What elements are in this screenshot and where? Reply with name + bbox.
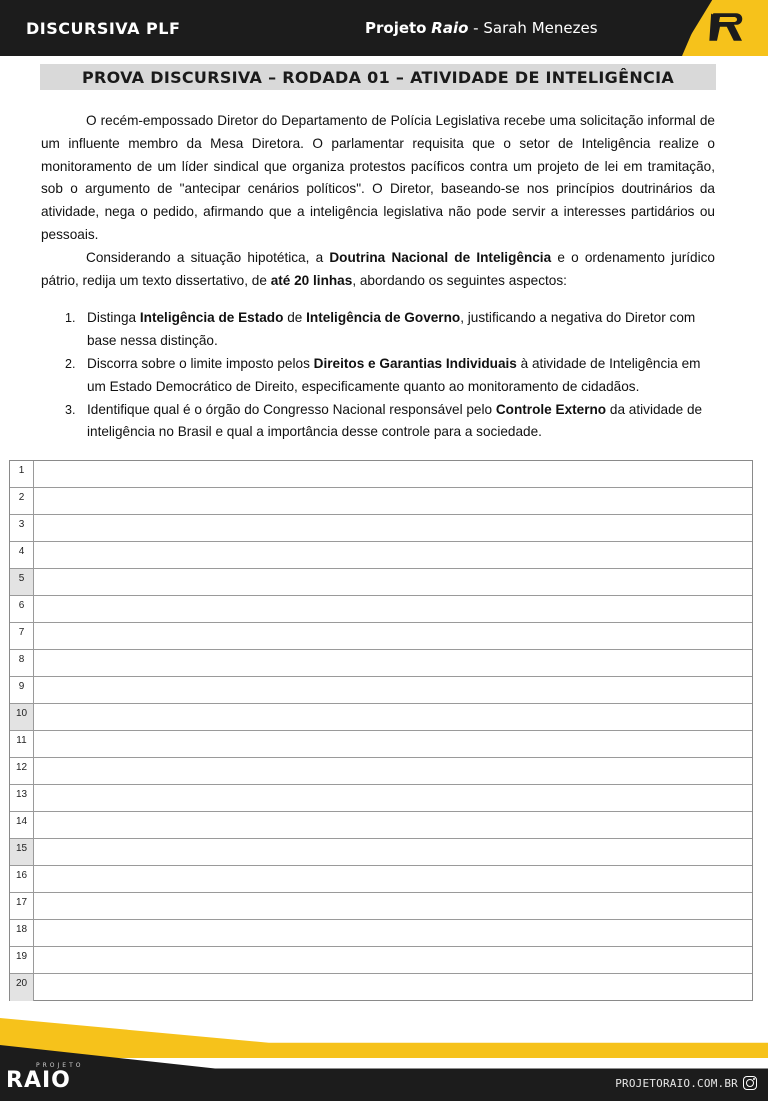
answer-line-field[interactable] xyxy=(35,515,752,541)
list-item-number: 2. xyxy=(65,356,76,371)
answer-line-number: 3 xyxy=(10,515,34,541)
answer-line-field[interactable] xyxy=(35,731,752,757)
answer-line xyxy=(10,596,752,623)
answer-line-number: 18 xyxy=(10,920,34,946)
answer-line-number: 9 xyxy=(10,677,34,703)
page-title: PROVA DISCURSIVA – RODADA 01 – ATIVIDADE DE INTELIGÊNCIA xyxy=(81,67,675,87)
instagram-icon[interactable] xyxy=(743,1076,757,1090)
answer-line xyxy=(10,515,752,542)
list-item-text: , justificando a negativa do Diretor com base nessa distinção. xyxy=(87,310,696,349)
footer-brand-small: PROJETO xyxy=(36,1062,84,1069)
answer-line-number: 17 xyxy=(10,893,34,919)
answer-line-field[interactable] xyxy=(35,866,752,892)
answer-line-field[interactable] xyxy=(35,758,752,784)
answer-line-field[interactable] xyxy=(35,839,752,865)
footer-accent-stripe xyxy=(0,1018,768,1058)
answer-line-number: 6 xyxy=(10,596,34,622)
answer-line-number: 20 xyxy=(10,974,34,1001)
title-bar xyxy=(40,64,716,90)
answer-line-number: 5 xyxy=(10,569,34,595)
intro-p2-text-c: e o ordenamento jurídico pátrio, redija um texto dissertativo, de xyxy=(41,249,715,288)
list-item-bold: Inteligência de Estado xyxy=(139,310,284,326)
footer-brand-logo xyxy=(6,1062,106,1092)
answer-line-field[interactable] xyxy=(35,569,752,595)
answer-grid xyxy=(9,460,753,1001)
list-item xyxy=(65,399,715,445)
answer-line xyxy=(10,731,752,758)
list-item-number: 3. xyxy=(65,402,76,417)
header-left-title: DISCURSIVA PLF xyxy=(26,19,181,38)
page-header xyxy=(0,0,768,56)
answer-line-field[interactable] xyxy=(35,650,752,676)
footer-brand-big: RAIO xyxy=(6,1068,71,1093)
answer-line-field[interactable] xyxy=(35,623,752,649)
answer-line xyxy=(10,758,752,785)
answer-line xyxy=(10,677,752,704)
answer-line xyxy=(10,866,752,893)
answer-line-field[interactable] xyxy=(35,812,752,838)
answer-line xyxy=(10,920,752,947)
answer-line-field[interactable] xyxy=(35,677,752,703)
answer-line-number: 13 xyxy=(10,785,34,811)
list-item-bold: Direitos e Garantias Individuais xyxy=(313,355,517,371)
list-item-text: de xyxy=(283,310,307,326)
answer-line-field[interactable] xyxy=(35,461,752,487)
answer-line xyxy=(10,542,752,569)
aspects-list xyxy=(41,307,715,444)
answer-line-number: 16 xyxy=(10,866,34,892)
list-item-number: 1. xyxy=(65,311,76,326)
answer-line-field[interactable] xyxy=(35,974,752,1001)
answer-line-field[interactable] xyxy=(35,893,752,919)
list-item-text: da atividade de inteligência no Brasil e qual a importância desse controle para a sociedade. xyxy=(87,401,703,440)
raio-logo-icon xyxy=(706,6,750,48)
answer-line xyxy=(10,623,752,650)
answer-line xyxy=(10,974,752,1001)
intro-p2-text-e: , abordando os seguintes aspectos: xyxy=(352,272,567,288)
intro-p2-text-a: Considerando a situação hipotética, a xyxy=(86,249,330,265)
header-project-label: Projeto xyxy=(365,19,427,37)
answer-line xyxy=(10,488,752,515)
list-item-bold: Controle Externo xyxy=(495,401,607,417)
answer-line-number: 11 xyxy=(10,731,34,757)
answer-line-number: 4 xyxy=(10,542,34,568)
answer-line-number: 7 xyxy=(10,623,34,649)
answer-line xyxy=(10,839,752,866)
list-item-bold: Inteligência de Governo xyxy=(306,310,461,326)
answer-line xyxy=(10,785,752,812)
answer-line-number: 1 xyxy=(10,461,34,487)
answer-line-number: 12 xyxy=(10,758,34,784)
answer-line-number: 15 xyxy=(10,839,34,865)
answer-line-field[interactable] xyxy=(35,488,752,514)
list-item-text: Identifique qual é o órgão do Congresso Nacional responsável pelo xyxy=(87,401,496,417)
answer-line xyxy=(10,461,752,488)
list-item-text: Distinga xyxy=(87,310,140,326)
answer-line-field[interactable] xyxy=(35,542,752,568)
list-item-text: Discorra sobre o limite imposto pelos xyxy=(87,355,314,371)
answer-line-field[interactable] xyxy=(35,596,752,622)
answer-line-field[interactable] xyxy=(35,947,752,973)
answer-line-number: 19 xyxy=(10,947,34,973)
answer-line xyxy=(10,650,752,677)
list-item-text: à atividade de Inteligência em um Estado Democrático de Direito, especificamente quanto ao monitoramento de cidadãos. xyxy=(87,355,701,394)
answer-line-number: 8 xyxy=(10,650,34,676)
header-center-title xyxy=(365,19,598,37)
answer-line xyxy=(10,893,752,920)
intro-paragraph-1: O recém-empossado Diretor do Departamento de Polícia Legislativa recebe uma solicitação informal de um influente membro da Mesa Diretora. O parlamentar requisita que o setor de Inteligência realize o monitoramento de um líder sindical que organiza protestos pacíficos contra um projeto de lei em tramitação, sob o argumento de "antecipar cenários políticos". O Diretor, baseando-se nos princípios doutrinários da atividade, nega o pedido, afirmando que a inteligência legislativa não pode servir a interesses partidários ou pessoais. xyxy=(41,113,715,242)
answer-line xyxy=(10,569,752,596)
header-author-label: - Sarah Menezes xyxy=(468,19,598,37)
answer-line-number: 14 xyxy=(10,812,34,838)
answer-line-number: 2 xyxy=(10,488,34,514)
answer-line-number: 10 xyxy=(10,704,34,730)
answer-line-field[interactable] xyxy=(35,785,752,811)
answer-line xyxy=(10,812,752,839)
answer-line xyxy=(10,947,752,974)
list-item xyxy=(65,307,715,353)
intro-p2-bold-doctrine: Doutrina Nacional de Inteligência xyxy=(329,249,552,265)
intro-paragraph-2 xyxy=(41,247,715,293)
answer-line-field[interactable] xyxy=(35,704,752,730)
header-brand-label: Raio xyxy=(431,19,469,37)
intro-p2-bold-limit: até 20 linhas xyxy=(270,272,353,288)
answer-line-field[interactable] xyxy=(35,920,752,946)
list-item xyxy=(65,353,715,399)
footer-website-link[interactable]: PROJETORAIO.COM.BR xyxy=(615,1077,738,1090)
question-content xyxy=(41,110,715,444)
answer-line xyxy=(10,704,752,731)
